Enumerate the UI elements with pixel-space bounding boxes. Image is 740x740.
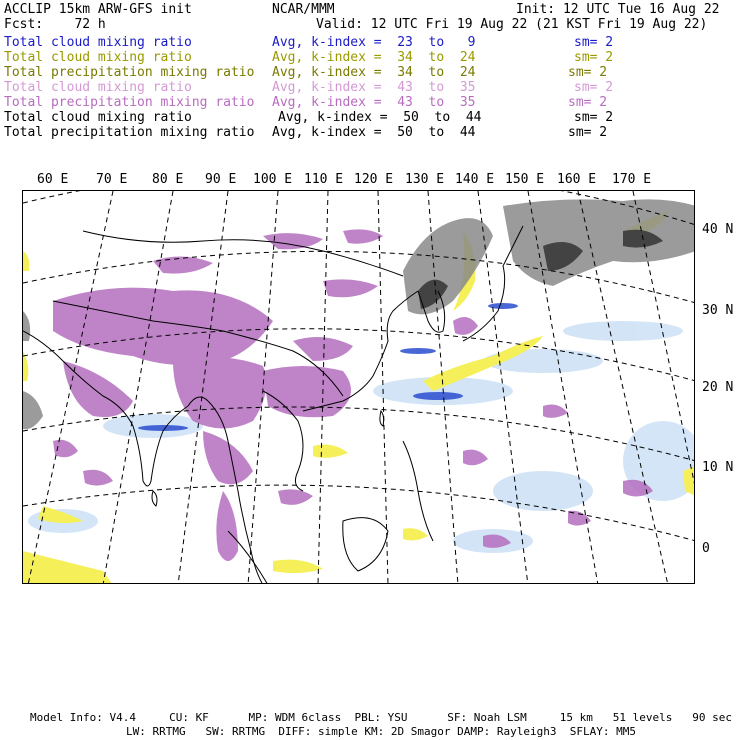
legend-sm-6: sm= 2 (574, 110, 614, 125)
legend-stat-6: Avg, k-index = 50 to 44 (278, 110, 482, 125)
legend-name-1: Total cloud mixing ratio (4, 35, 192, 50)
model-title: ACCLIP 15km ARW-GFS init (4, 2, 192, 17)
legend-name-7: Total precipitation mixing ratio (4, 125, 255, 140)
lon-label-60e: 60 E (37, 172, 69, 187)
legend-name-4: Total cloud mixing ratio (4, 80, 192, 95)
legend-stat-2: Avg, k-index = 34 to 24 (272, 50, 476, 65)
lon-label-80e: 80 E (152, 172, 184, 187)
lat-label-20n: 20 N (702, 380, 734, 395)
legend-sm-4: sm= 2 (574, 80, 614, 95)
legend-sm-3: sm= 2 (568, 65, 608, 80)
valid-time: Valid: 12 UTC Fri 19 Aug 22 (21 KST Fri 19 Aug 22) (316, 17, 708, 32)
lon-label-70e: 70 E (96, 172, 128, 187)
legend-sm-7: sm= 2 (568, 125, 608, 140)
legend-name-5: Total precipitation mixing ratio (4, 95, 255, 110)
lon-label-100e: 100 E (253, 172, 293, 187)
legend-name-3: Total precipitation mixing ratio (4, 65, 255, 80)
footer-physics-info: LW: RRTMG SW: RRTMG DIFF: simple KM: 2D Smagor DAMP: Rayleigh3 SFLAY: MM5 (126, 725, 636, 738)
lon-label-150e: 150 E (505, 172, 545, 187)
lon-label-90e: 90 E (205, 172, 237, 187)
legend-stat-4: Avg, k-index = 43 to 35 (272, 80, 476, 95)
lon-label-120e: 120 E (354, 172, 394, 187)
legend-stat-1: Avg, k-index = 23 to 9 (272, 35, 476, 50)
lon-label-110e: 110 E (304, 172, 344, 187)
legend-stat-5: Avg, k-index = 43 to 35 (272, 95, 476, 110)
footer-model-info: Model Info: V4.4 CU: KF MP: WDM 6class PBL: YSU SF: Noah LSM 15 km 51 levels 90 sec (30, 711, 732, 724)
legend-stat-7: Avg, k-index = 50 to 44 (272, 125, 476, 140)
lon-label-170e: 170 E (612, 172, 652, 187)
lon-label-160e: 160 E (557, 172, 597, 187)
lat-label-40n: 40 N (702, 222, 734, 237)
forecast-hour: Fcst: 72 h (4, 17, 106, 32)
legend-sm-5: sm= 2 (568, 95, 608, 110)
lat-label-30n: 30 N (702, 303, 734, 318)
lat-label-0: 0 (702, 541, 710, 556)
org-label: NCAR/MMM (272, 2, 335, 17)
lon-label-140e: 140 E (455, 172, 495, 187)
legend-stat-3: Avg, k-index = 34 to 24 (272, 65, 476, 80)
legend-sm-1: sm= 2 (574, 35, 614, 50)
forecast-map (22, 190, 695, 584)
legend-name-6: Total cloud mixing ratio (4, 110, 192, 125)
lon-label-130e: 130 E (405, 172, 445, 187)
init-time: Init: 12 UTC Tue 16 Aug 22 (516, 2, 720, 17)
lat-label-10n: 10 N (702, 460, 734, 475)
legend-name-2: Total cloud mixing ratio (4, 50, 192, 65)
map-canvas (23, 191, 695, 584)
legend-sm-2: sm= 2 (574, 50, 614, 65)
